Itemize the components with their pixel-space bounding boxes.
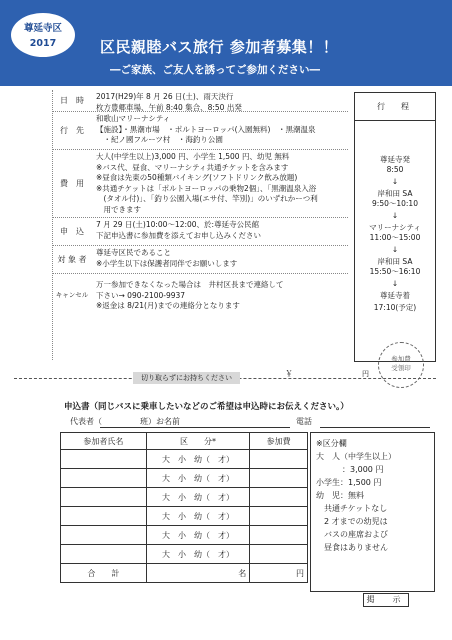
table-row: [61, 526, 308, 545]
page-subtitle: ―ご家族、ご友人を誘ってご参加ください―: [110, 64, 320, 76]
info-line: ※共通チケットは「ポルトヨーロッパの乗物2個」、「黒潮温泉入浴: [96, 183, 317, 193]
info-line: 7 月 29 日(土)10:00～12:00、於:尊延寺公民館: [96, 220, 260, 229]
display-label: 掲 示: [363, 593, 409, 607]
fee-legend: [310, 432, 435, 592]
total-count-cell[interactable]: 名: [146, 564, 250, 583]
total-label: 合 計: [61, 564, 147, 583]
fee-adult: 大 人（中学生以上）: [316, 452, 396, 461]
kubun-cell[interactable]: 大 小 幼（ 才）: [146, 507, 250, 526]
name-cell[interactable]: [61, 526, 147, 545]
kubun-cell[interactable]: 大 小 幼（ 才）: [146, 488, 250, 507]
info-line: ※バス代、昼食、マリーナシティ共通チケットを含みます: [96, 162, 289, 172]
info-line: ※返金は 8/21(月)までの連絡分となります: [96, 301, 240, 311]
name-cell[interactable]: [61, 469, 147, 488]
schedule-item: 岸和田 SA: [377, 257, 413, 266]
schedule-item: 15:50～16:10: [369, 267, 421, 276]
representative-row: [60, 414, 434, 430]
info-line: 和歌山マリーナシティ: [96, 114, 171, 123]
down-arrow-icon: ↓: [391, 177, 399, 186]
down-arrow-icon: ↓: [391, 211, 399, 220]
table-row: [61, 469, 308, 488]
info-label: 行 先: [60, 126, 84, 135]
rep-name-field[interactable]: [210, 427, 290, 428]
fee-note: バスの座席および: [316, 530, 388, 539]
schedule-item: 11:00～15:00: [369, 233, 421, 242]
rep-label: 代表者（: [70, 417, 102, 426]
info-line: ※昼食は先東の50種類バイキング(ソフトドリンク飲み放題): [96, 173, 298, 183]
info-line: 大人(中学生以上)3,000 円、小学生 1,500 円、幼児 無料: [96, 152, 290, 161]
fee-note: 共通チケットなし: [316, 504, 388, 513]
total-fee-cell[interactable]: 円: [250, 564, 308, 583]
down-arrow-icon: ↓: [391, 245, 399, 254]
page-title: 区民親睦バス旅行 参加者募集！！: [100, 38, 339, 56]
fee-cell[interactable]: [250, 469, 308, 488]
fee-cell[interactable]: [250, 450, 308, 469]
rep-phone-field[interactable]: [320, 427, 430, 428]
fee-infant: 幼 児：無料: [316, 491, 364, 500]
header-banner: [0, 0, 452, 86]
info-line: ※小学生以下は保護者同伴でお願いします: [96, 258, 238, 268]
fee-cell[interactable]: [250, 526, 308, 545]
info-label: 対 象 者: [57, 255, 87, 264]
table-row: [61, 545, 308, 564]
stamp-line: 受領印: [391, 364, 411, 372]
info-line: 下記申込書に参加費を添えてお申し込みください: [96, 230, 261, 240]
badge-district: 尊延寺区: [23, 23, 62, 34]
info-label: キャンセル: [55, 290, 89, 299]
fee-cell[interactable]: [250, 488, 308, 507]
info-line: 万一参加できなくなった場合は 井村区長まで連絡して: [96, 280, 284, 289]
info-row-cost: [52, 150, 348, 218]
name-cell[interactable]: [61, 450, 147, 469]
info-line: 枚方豊郷車場、午前 8:40 集合、8:50 出発: [96, 102, 242, 112]
info-line: 用できます: [96, 204, 141, 214]
info-table: [52, 90, 348, 314]
down-arrow-icon: ↓: [391, 279, 399, 288]
info-line: 2017(H29)年 8 月 26 日(土)、雨天決行: [96, 92, 234, 101]
badge-year: 2017: [29, 38, 57, 49]
info-line: 【施設】・黒潮市場 ・ポルトヨーロッパ(入園無料) ・黒潮温泉: [96, 124, 316, 134]
receipt-stamp: [378, 342, 424, 388]
fee-note: 昼食はありません: [316, 543, 388, 552]
schedule-item: 尊延寺着: [380, 291, 410, 300]
info-row-cancel: [52, 274, 348, 314]
yen-mark: ￥: [285, 369, 293, 378]
schedule-item: 岸和田 SA: [377, 189, 413, 198]
fee-child: 小学生：1,500 円: [316, 478, 382, 487]
name-cell[interactable]: [61, 488, 147, 507]
schedule-item: 17:10(予定): [373, 303, 417, 312]
info-label: 費 用: [60, 179, 84, 188]
info-row-datetime: [52, 90, 348, 112]
col-kubun-header: 区 分*: [146, 433, 250, 450]
name-cell[interactable]: [61, 545, 147, 564]
stamp-line: 参加費: [391, 355, 411, 363]
rep-class-label[interactable]: 班）お名前: [140, 417, 180, 426]
kubun-cell[interactable]: 大 小 幼（ 才）: [146, 450, 250, 469]
table-row: [61, 507, 308, 526]
info-line: 尊延寺区民であること: [96, 248, 171, 257]
kubun-cell[interactable]: 大 小 幼（ 才）: [146, 526, 250, 545]
info-row-eligibility: [52, 246, 348, 274]
info-line: 下さい→ 090-2100-9937: [96, 290, 186, 300]
info-row-destination: [52, 112, 348, 150]
rep-name-underline: [100, 427, 220, 428]
table-row: [61, 488, 308, 507]
participant-table: [60, 432, 308, 583]
info-row-apply: [52, 218, 348, 246]
total-row: [61, 564, 308, 583]
kubun-cell[interactable]: 大 小 幼（ 才）: [146, 545, 250, 564]
info-label: 日 時: [60, 96, 84, 105]
info-line: (タオル付)」、「釣り公園入場(エサ付、竿別)」のいずれかーつ利: [96, 194, 318, 204]
table-header-row: [61, 433, 308, 450]
info-line: ・紀ノ國フルーツ村 ・海釣り公園: [96, 135, 223, 145]
yen-unit: 円: [362, 370, 369, 378]
col-fee-header: 参加費: [250, 433, 308, 450]
col-name-header: 参加者氏名: [61, 433, 147, 450]
schedule-heading: 行 程: [355, 93, 435, 121]
form-title: 申込書（同じバスに乗車したいなどのご希望は申込時にお伝えください。）: [64, 402, 349, 412]
district-badge: [10, 12, 76, 58]
fee-heading: ※区分欄: [316, 439, 347, 448]
table-row: [61, 450, 308, 469]
rep-phone-label[interactable]: 電話: [296, 417, 312, 426]
info-label: 申 込: [60, 227, 84, 236]
schedule-item: 9:50～10:10: [372, 199, 418, 208]
schedule-item: マリーナシティ: [369, 223, 421, 232]
cut-label: 切り取らずにお持ちください: [133, 372, 240, 384]
fee-cell[interactable]: [250, 507, 308, 526]
fee-cell[interactable]: [250, 545, 308, 564]
fee-adult-amount: ：3,000 円: [342, 465, 384, 474]
schedule-item: 尊延寺発: [380, 155, 410, 164]
fee-note: 2 才までの幼児は: [316, 517, 388, 526]
name-cell[interactable]: [61, 507, 147, 526]
schedule-item: 8:50: [386, 165, 404, 174]
schedule-box: [354, 92, 436, 362]
kubun-cell[interactable]: 大 小 幼（ 才）: [146, 469, 250, 488]
